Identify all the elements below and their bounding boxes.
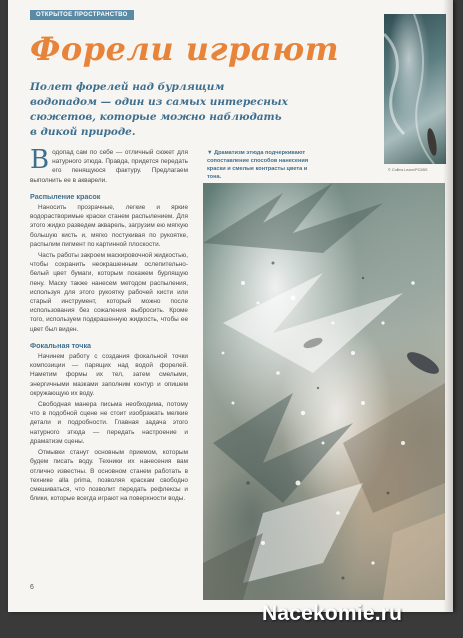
watermark: Nacekomie.ru	[262, 602, 403, 625]
article-title: Форели играют	[30, 30, 340, 68]
corner-photo-trout	[384, 14, 446, 164]
page-number: 6	[30, 584, 34, 591]
body-column	[30, 145, 188, 505]
drop-cap: В	[30, 145, 50, 175]
caption-text: Драматизм этюда подчеркивают сопоставление способов нанесения краски и смелые контрасты цвета и тона.	[207, 150, 309, 180]
section-heading-spraying: Распыление красок	[30, 191, 101, 201]
section-label: ОТКРЫТОЕ ПРОСТРАНСТВО	[30, 10, 134, 20]
body-paragraph: Отмывки станут основным приемом, которым будем писать воду. Техники их нанесения вам отлично известны. В основном станем работать в технике alla prima, позволяя краскам свободно смешиваться, что позволит передать рефлексы и блики, которые всегда играют на поверхности воды.	[30, 449, 188, 503]
section-heading-focal-point: Фокальная точка	[30, 340, 92, 350]
body-paragraph: Часть работы закроем маскировочной жидкостью, чтобы сохранить неокрашенным ослепительно-белый цвет бумаги, которым покажем бурлящую пену. Маску также нанесем методом распыления, используя для этого рукоятку рабочей кисти или старый инструмент, который можно после использования без сожаления выбросить. Кроме того, используем подкрашенную жидкость, чтобы ее цвет был виден.	[30, 252, 188, 333]
page-gutter-shadow	[443, 0, 453, 612]
caption-marker-icon: ▼	[207, 150, 213, 156]
intro-text: одопад сам по себе — отличный сюжет для натурного этюда. Правда, придется передать его пенящуюся фактуру. Предлагаем выполнить ее в акварели.	[30, 149, 188, 184]
photo-caption	[207, 149, 317, 181]
watercolor-painting	[203, 183, 445, 600]
magazine-page	[8, 0, 453, 612]
article-lead: Полет форелей над бурлящим водопадом — один из самых интересных сюжетов, которые можно наблюдать в дикой природе.	[30, 81, 288, 138]
body-paragraph: Наносить прозрачные, легкие и яркие водорастворимые краски станем распылением. Для этого жидко разведем акварель, загрузим ею мягкую большую кисть и, мягко постукивая по рукоятке, распылим пигмент по картинной плоскости.	[30, 204, 188, 248]
body-paragraph: Свободная манера письма необходима, потому что в подобной сцене не стоит изображать мелкие детали и подробности. Главная задача этого натурного этюда — передать настроение и драматизм сцены.	[30, 401, 188, 445]
body-paragraph: Начинем работу с создания фокальной точки композиции — парящих над водой форелей. Наметим формы их тел, затем смелыми, энергичными мазками заполним контур и опишем окружающую их воду.	[30, 353, 188, 397]
photo-credit: © Collins Learn/PCIIBS	[388, 168, 428, 172]
intro-paragraph	[30, 145, 188, 185]
